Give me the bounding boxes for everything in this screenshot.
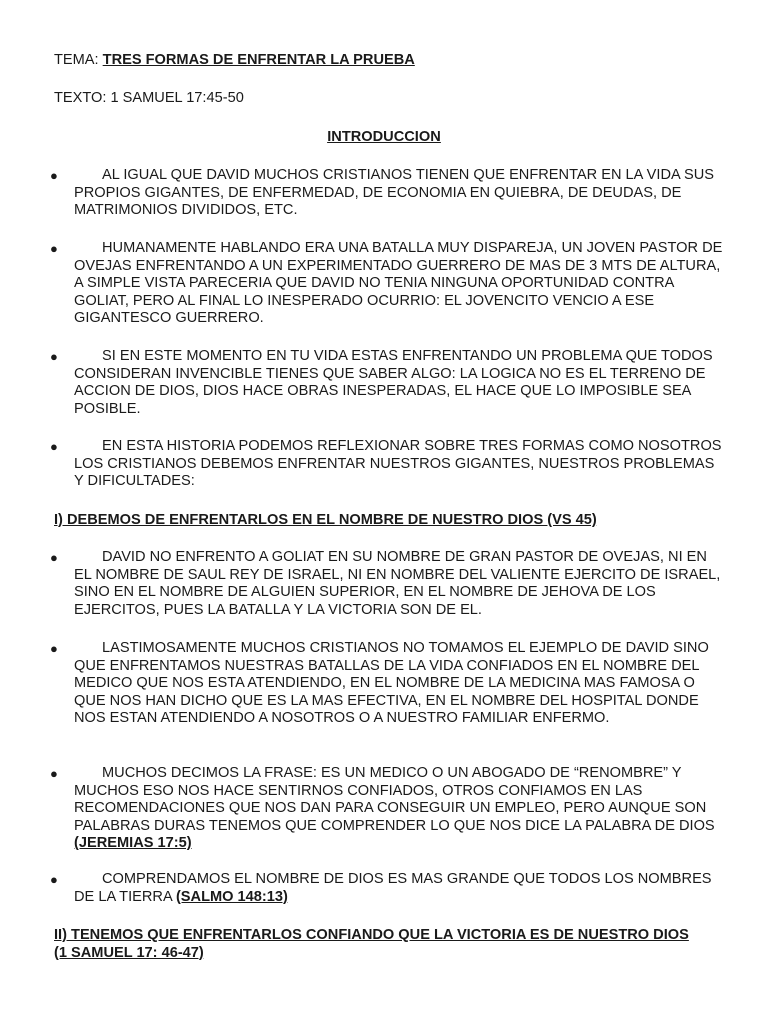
intro-bullet-3: [50, 348, 724, 418]
tema-label: TEMA:: [54, 52, 103, 68]
section1-bullet-4-text: COMPRENDAMOS EL NOMBRE DE DIOS ES MAS GRANDE QUE TODOS LOS NOMBRES DE LA TIERRA: [74, 871, 712, 905]
intro-bullet-4-text: EN ESTA HISTORIA PODEMOS REFLEXIONAR SOBRE TRES FORMAS COMO NOSOTROS LOS CRISTIANOS DEBEMOS ENFRENTAR NUESTROS GIGANTES, NUESTROS PROBLEMAS Y DIFICULTADES:: [74, 438, 722, 489]
section1-bullet-1: [50, 549, 724, 619]
section1-bullet-2: [50, 640, 724, 728]
intro-bullet-1-text: AL IGUAL QUE DAVID MUCHOS CRISTIANOS TIENEN QUE ENFRENTAR EN LA VIDA SUS PROPIOS GIGANTES, DE ENFERMEDAD, DE ECONOMIA EN QUIEBRA, DE DEUDAS, DE MATRIMONIOS DIVIDIDOS, ETC.: [74, 167, 714, 218]
section1-bullet-2-text: LASTIMOSAMENTE MUCHOS CRISTIANOS NO TOMAMOS EL EJEMPLO DE DAVID SINO QUE ENFRENTAMOS NUESTRAS BATALLAS DE LA VIDA CONFIADOS EN EL NOMBRE DEL MEDICO QUE NOS ESTA ATENDIENDO, EN EL NOMBRE DE LA MEDICINA MAS FAMOSA O QUE NOS HAN DICHO QUE ES LA MAS EFECTIVA, EN EL NOMBRE DEL HOSPITAL DONDE NOS ESTAN ATENDIENDO A NOSOTROS O A NUESTRO FAMILIAR ENFERMO.: [74, 640, 709, 726]
section1-bullet-1-text: DAVID NO ENFRENTO A GOLIAT EN SU NOMBRE DE GRAN PASTOR DE OVEJAS, NI EN EL NOMBRE DE SAUL REY DE ISRAEL, NI EN NOMBRE DEL VALIENTE EJERCITO DE ISRAEL, SINO EN EL NOMBRE DE ALGUIEN SUPERIOR, EN EL NOMBRE DE JEHOVA DE LOS EJERCITOS, PUES LA BATALLA Y LA VICTORIA SON DE EL.: [74, 549, 721, 618]
introduccion-heading-text: INTRODUCCION: [327, 129, 441, 145]
section1-bullet-3-text: MUCHOS DECIMOS LA FRASE: ES UN MEDICO O UN ABOGADO DE “RENOMBRE” Y MUCHOS ESO NOS HACE SENTIRNOS CONFIADOS, OTROS CONFIAMOS EN LAS RECOMENDACIONES QUE NOS DAN PARA CONSEGUIR UN EMPLEO, PERO AUNQUE SON PALABRAS DURAS TENEMOS QUE COMPRENDER LO QUE NOS DICE LA PALABRA DE DIOS: [74, 765, 715, 834]
tema-line: [54, 52, 415, 70]
bullet-dot: ●: [50, 349, 58, 364]
intro-bullet-3-text: SI EN ESTE MOMENTO EN TU VIDA ESTAS ENFRENTANDO UN PROBLEMA QUE TODOS CONSIDERAN INVENCIBLE TIENES QUE SABER ALGO: LA LOGICA NO ES EL TERRENO DE ACCION DE DIOS, DIOS HACE OBRAS INESPERADAS, EL HACE QUE LO IMPOSIBLE SEA POSIBLE.: [74, 348, 713, 417]
section1-bullet-4: [50, 871, 724, 906]
section-2-heading: II) TENEMOS QUE ENFRENTARLOS CONFIANDO QUE LA VICTORIA ES DE NUESTRO DIOS (1 SAMUEL 17: 46-47): [54, 927, 689, 961]
intro-bullet-4: [50, 438, 724, 491]
bullet-dot: ●: [50, 439, 58, 454]
intro-bullet-2: [50, 240, 724, 328]
scripture-ref-salmo: (SALMO 148:13): [175, 888, 288, 905]
intro-bullet-2-text: HUMANAMENTE HABLANDO ERA UNA BATALLA MUY DISPAREJA, UN JOVEN PASTOR DE OVEJAS ENFRENTANDO A UN EXPERIMENTADO GUERRERO DE MAS DE 3 MTS DE ALTURA, A SIMPLE VISTA PARECERIA QUE DAVID NO TENIA NINGUNA OPORTUNIDAD CONTRA GOLIAT, PERO AL FINAL LO INESPERADO OCURRIO: EL JOVENCITO VENCIO A ESE GIGANTESCO GUERRERO.: [74, 240, 723, 326]
bullet-dot: ●: [50, 872, 58, 887]
section1-bullet-3: [50, 765, 724, 853]
bullet-dot: ●: [50, 641, 58, 656]
scripture-ref-jeremias: (JEREMIAS 17:5): [74, 835, 192, 851]
bullet-dot: ●: [50, 168, 58, 183]
intro-bullet-1: [50, 167, 724, 220]
bullet-dot: ●: [50, 550, 58, 565]
texto-line: TEXTO: 1 SAMUEL 17:45-50: [54, 90, 244, 106]
introduccion-heading: [0, 129, 768, 147]
section-1-heading: I) DEBEMOS DE ENFRENTARLOS EN EL NOMBRE DE NUESTRO DIOS (VS 45): [54, 512, 597, 528]
bullet-dot: ●: [50, 241, 58, 256]
tema-title: TRES FORMAS DE ENFRENTAR LA PRUEBA: [102, 52, 415, 68]
bullet-dot: ●: [50, 766, 58, 781]
